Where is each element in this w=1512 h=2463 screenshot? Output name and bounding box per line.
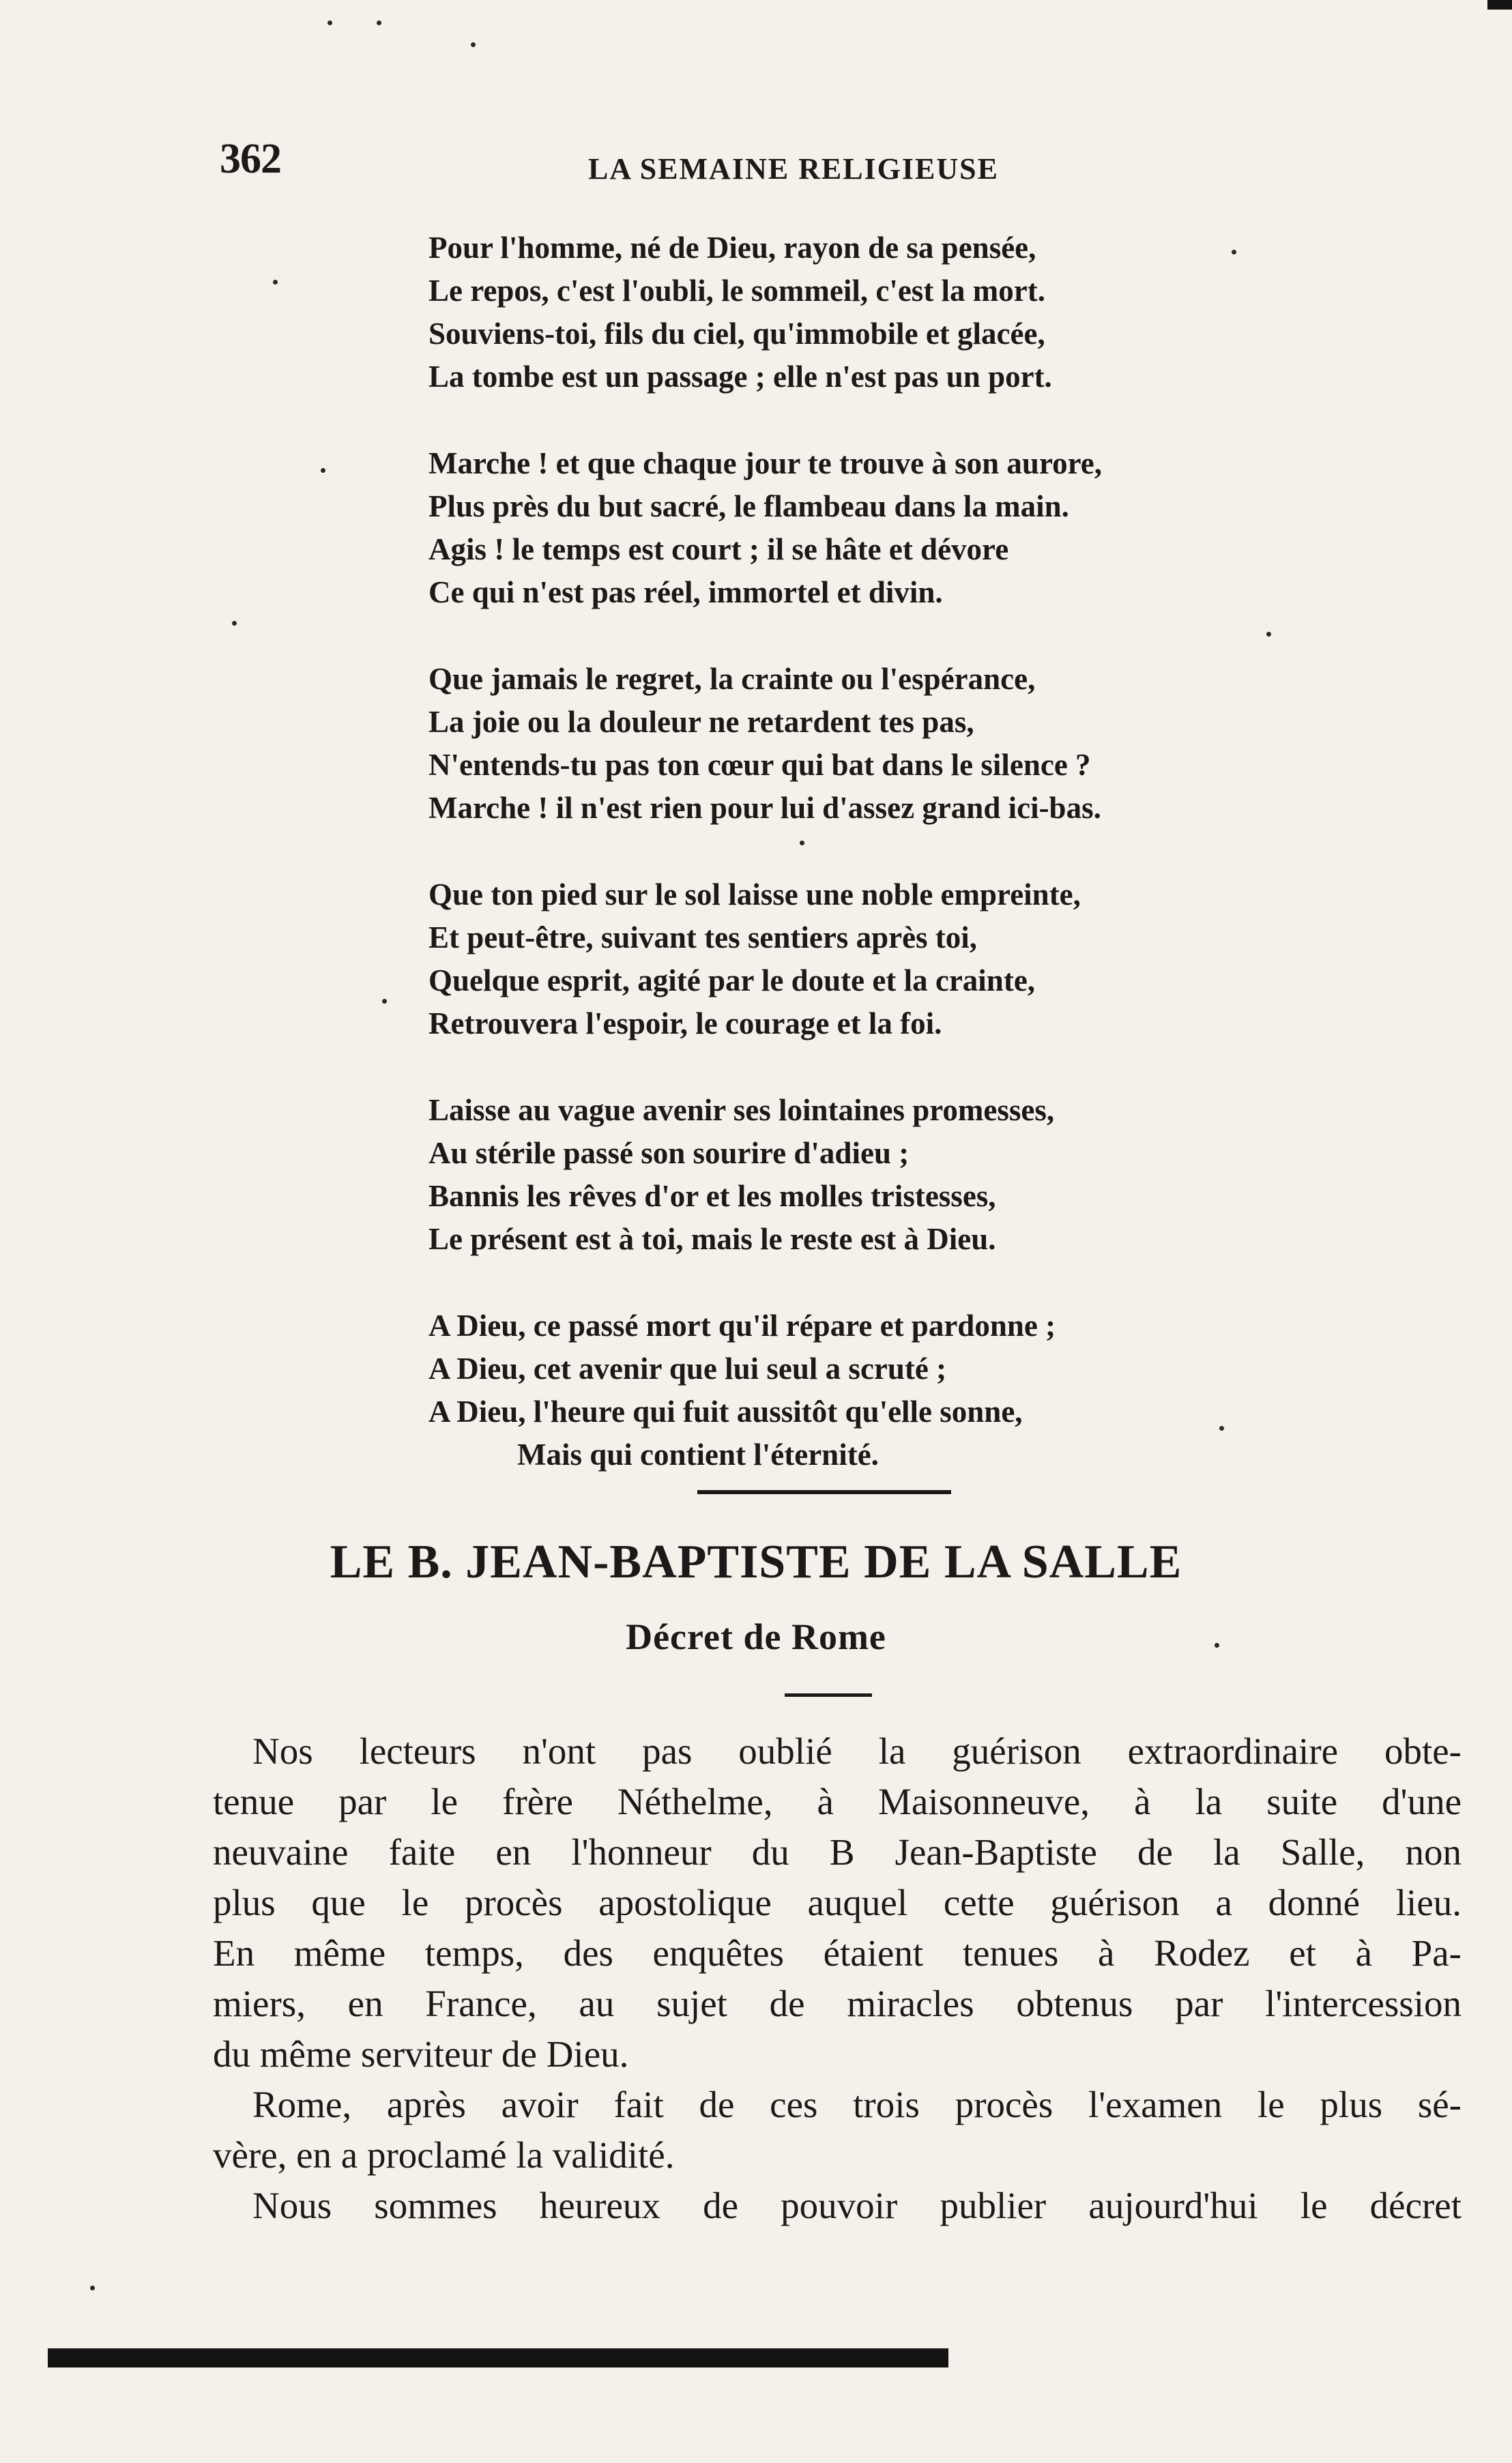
poem-verse: Que ton pied sur le sol laisse une noble empreinte, <box>428 877 1081 912</box>
poem-verse: Retrouvera l'espoir, le courage et la foi. <box>428 1006 942 1040</box>
running-head: LA SEMAINE RELIGIEUSE <box>588 152 999 186</box>
scan-speck <box>90 2286 95 2290</box>
article-body <box>213 1726 1462 2231</box>
scan-speck <box>800 841 804 845</box>
poem-verse: Bannis les rêves d'or et les molles tristesses, <box>428 1179 996 1213</box>
poem-verse: Agis ! le temps est court ; il se hâte et dévore <box>428 532 1009 566</box>
scan-speck <box>1215 1643 1219 1648</box>
scan-speck <box>1232 250 1236 254</box>
poem-stanza <box>428 1089 1288 1261</box>
body-line: du même serviteur de Dieu. <box>213 2033 629 2075</box>
subtitle-divider <box>785 1693 872 1697</box>
poem-verse: Au stérile passé son sourire d'adieu ; <box>428 1136 910 1170</box>
poem-verse: La tombe est un passage ; elle n'est pas un port. <box>428 360 1052 394</box>
poem-stanza <box>428 658 1288 830</box>
scan-speck <box>273 280 278 285</box>
poem-verse: Pour l'homme, né de Dieu, rayon de sa pensée, <box>428 231 1036 265</box>
poem-stanza <box>428 873 1288 1045</box>
scan-speck <box>232 621 237 626</box>
scan-edge-mark <box>1487 0 1512 10</box>
scan-speck <box>328 20 332 25</box>
scan-speck <box>377 20 381 25</box>
poem-verse: A Dieu, l'heure qui fuit aussitôt qu'elle sonne, <box>428 1395 1023 1429</box>
poem-verse: Marche ! il n'est rien pour lui d'assez grand ici-bas. <box>428 791 1101 825</box>
body-line: neuvaine faite en l'honneur du B Jean-Baptiste de la Salle, non <box>213 1831 1462 1873</box>
poem-verse: Quelque esprit, agité par le doute et la crainte, <box>428 963 1036 997</box>
body-line: vère, en a proclamé la validité. <box>213 2134 675 2176</box>
article-title: LE B. JEAN-BAPTISTE DE LA SALLE <box>330 1536 1182 1588</box>
body-line: plus que le procès apostolique auquel cette guérison a donné lieu. <box>213 1882 1462 1923</box>
poem-verse: A Dieu, ce passé mort qu'il répare et pardonne ; <box>428 1309 1056 1343</box>
poem-stanza <box>428 1305 1288 1476</box>
poem-verse: Mais qui contient l'éternité. <box>517 1438 879 1472</box>
poem-verse: A Dieu, cet avenir que lui seul a scruté ; <box>428 1352 947 1386</box>
body-line: Rome, après avoir fait de ces trois procès l'examen le plus sé- <box>252 2084 1462 2125</box>
poem-verse: Le présent est à toi, mais le reste est à Dieu. <box>428 1222 996 1256</box>
scan-speck <box>321 468 325 473</box>
body-line: miers, en France, au sujet de miracles obtenus par l'intercession <box>213 1983 1462 2024</box>
scan-speck <box>1219 1426 1224 1431</box>
scan-bottom-bar <box>48 2348 948 2367</box>
scan-speck <box>471 42 476 47</box>
body-line: Nos lecteurs n'ont pas oublié la guérison extraordinaire obte- <box>252 1730 1462 1772</box>
article-subtitle: Décret de Rome <box>626 1616 886 1657</box>
body-line: tenue par le frère Néthelme, à Maisonneuve, à la suite d'une <box>213 1781 1462 1822</box>
poem <box>428 227 1288 1520</box>
body-line: En même temps, des enquêtes étaient tenues à Rodez et à Pa- <box>213 1932 1462 1974</box>
poem-verse: N'entends-tu pas ton cœur qui bat dans le silence ? <box>428 748 1091 782</box>
scan-speck <box>1266 632 1271 637</box>
body-line: Nous sommes heureux de pouvoir publier aujourd'hui le décret <box>252 2185 1462 2226</box>
poem-stanza <box>428 442 1288 614</box>
page-number: 362 <box>220 136 281 182</box>
poem-verse: La joie ou la douleur ne retardent tes pas, <box>428 705 974 739</box>
poem-verse: Le repos, c'est l'oubli, le sommeil, c'est la mort. <box>428 274 1045 308</box>
scan-speck <box>382 999 387 1004</box>
poem-verse: Laisse au vague avenir ses lointaines promesses, <box>428 1093 1055 1127</box>
poem-verse: Souviens-toi, fils du ciel, qu'immobile et glacée, <box>428 317 1045 351</box>
poem-verse: Et peut-être, suivant tes sentiers après toi, <box>428 920 978 954</box>
poem-verse: Ce qui n'est pas réel, immortel et divin. <box>428 575 943 609</box>
section-divider <box>697 1490 951 1494</box>
poem-verse: Plus près du but sacré, le flambeau dans la main. <box>428 489 1069 523</box>
poem-stanza <box>428 227 1288 398</box>
poem-verse: Que jamais le regret, la crainte ou l'espérance, <box>428 662 1036 696</box>
poem-verse: Marche ! et que chaque jour te trouve à son aurore, <box>428 446 1102 480</box>
